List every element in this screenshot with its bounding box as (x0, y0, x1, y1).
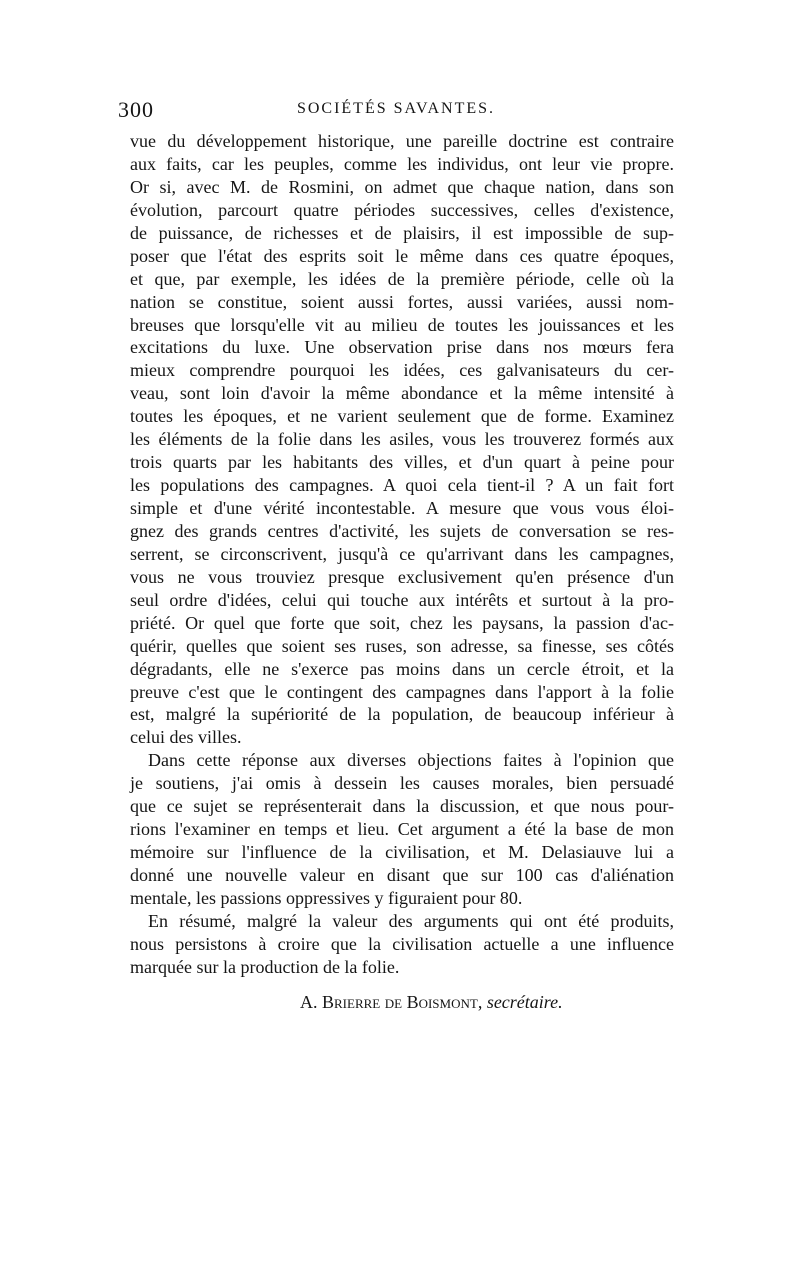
text-line: celui des villes. (130, 727, 242, 748)
text-line: vous ne vous trouviez presque exclusivement qu'en présence d'un (130, 566, 674, 587)
text-line: simple et d'une vérité incontestable. A mesure que vous vous éloi- (130, 498, 674, 518)
signature-particle: de (380, 992, 407, 1012)
signature-initial: A. (300, 992, 322, 1012)
text-line: breuses que lorsqu'elle vit au milieu de toutes les jouissances et les (130, 314, 674, 335)
signature-name-first: Brierre (322, 992, 381, 1012)
text-line: dégradants, elle ne s'exerce pas moins dans un cercle étroit, et la (130, 658, 674, 679)
signature-separator: , (477, 992, 487, 1012)
body-text (130, 130, 674, 979)
text-line: poser que l'état des esprits soit le même dans ces quatre époques, (130, 245, 674, 266)
text-line: preuve c'est que le contingent des campagnes dans l'apport à la folie (130, 681, 674, 702)
running-head: SOCIÉTÉS SAVANTES. (296, 100, 496, 117)
text-line: nation se constitue, soient aussi fortes, aussi variées, aussi nom- (130, 291, 674, 312)
text-line: vue du développement historique, une pareille doctrine est contraire (130, 131, 674, 151)
text-line: nous persistons à croire que la civilisation actuelle a une influence (130, 933, 674, 954)
text-line: mieux comprendre pourquoi les idées, ces galvanisateurs du cer- (130, 360, 674, 381)
signature-name-last: Boismont (406, 992, 478, 1012)
text-line: Or si, avec M. de Rosmini, on admet que chaque nation, dans son (130, 176, 674, 197)
text-line: est, malgré la supériorité de la population, de beaucoup inférieur à (130, 704, 674, 725)
text-line: excitations du luxe. Une observation prise dans nos mœurs fera (130, 337, 674, 358)
text-line: trois quarts par les habitants des villes, et d'un quart à peine pour (130, 452, 674, 473)
text-line: de puissance, de richesses et de plaisirs, il est impossible de sup- (130, 222, 674, 243)
text-line: quérir, quelles que soient ses ruses, son adresse, sa finesse, ses côtés (130, 635, 674, 656)
text-line: gnez des grands centres d'activité, les sujets de conversation se res- (130, 520, 674, 541)
text-line: rions l'examiner en temps et lieu. Cet argument a été la base de mon (130, 819, 674, 840)
page-number: 300 (118, 97, 154, 122)
text-line: marquée sur la production de la folie. (130, 956, 400, 977)
text-line: Dans cette réponse aux diverses objections faites à l'opinion que (148, 750, 674, 771)
text-line: donné une nouvelle valeur en disant que sur 100 cas d'aliénation (130, 865, 674, 885)
text-line: les éléments de la folie dans les asiles, vous les trouverez formés aux (130, 429, 674, 450)
text-line: aux faits, car les peuples, comme les individus, ont leur vie propre. (130, 153, 674, 174)
text-line: je soutiens, j'ai omis à dessein les causes morales, bien persuadé (130, 773, 674, 794)
text-line: les populations des campagnes. A quoi cela tient-il ? A un fait fort (130, 475, 674, 496)
text-line: toutes les époques, et ne varient seulement que de forme. Examinez (130, 406, 674, 427)
text-line: priété. Or quel que forte que soit, chez les paysans, la passion d'ac- (130, 612, 674, 633)
text-line: veau, sont loin d'avoir la même abondance et la même intensité à (130, 383, 674, 404)
signature-title: secrétaire. (486, 992, 563, 1012)
text-line: évolution, parcourt quatre périodes successives, celles d'existence, (130, 199, 674, 220)
text-line: que ce sujet se représenterait dans la discussion, et que nous pour- (130, 796, 674, 817)
signature (300, 992, 680, 1013)
text-line: et que, par exemple, les idées de la première période, celle où la (130, 268, 674, 289)
text-line: mentale, les passions oppressives y figuraient pour 80. (130, 887, 523, 908)
page-header (118, 97, 674, 127)
text-line: mémoire sur l'influence de la civilisation, et M. Delasiauve lui a (130, 842, 674, 863)
text-line: En résumé, malgré la valeur des arguments qui ont été produits, (148, 910, 674, 931)
text-line: seul ordre d'idées, celui qui touche aux intérêts et surtout à la pro- (130, 589, 674, 610)
text-line: serrent, se circonscrivent, jusqu'à ce qu'arrivant dans les campagnes, (130, 543, 674, 564)
